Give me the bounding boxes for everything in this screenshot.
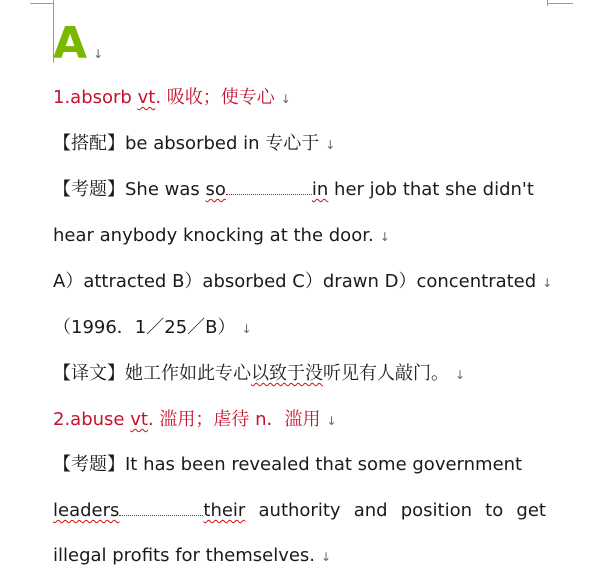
exam-word: and	[353, 500, 388, 521]
translation-rest: 听见有人敲门。	[323, 363, 449, 384]
exam-rest: her job that she didn't	[334, 179, 534, 200]
exam-word: get	[516, 500, 546, 521]
exam-question-2-line-1	[53, 453, 522, 477]
translation-prefix: 【译文】她工作如此专心	[53, 363, 251, 384]
translation-line	[53, 362, 465, 387]
exam-text: illegal profits for themselves.	[53, 545, 316, 566]
source-text: （1996．1／25／B）	[53, 317, 236, 338]
exam-word-in: in	[311, 179, 329, 200]
part-of-speech: vt	[137, 87, 156, 108]
exam-word-so: so	[205, 179, 226, 200]
exam-word: to	[485, 500, 504, 521]
exam-word-leaders: leaders their	[53, 500, 246, 521]
paragraph-mark: ↓	[455, 368, 466, 382]
entry-headword-abuse	[53, 408, 337, 433]
paragraph-mark: ↓	[280, 92, 291, 106]
meaning: . 滥用；虐待 n．滥用	[147, 409, 321, 430]
exam-source	[53, 316, 252, 341]
exam-word: authority	[258, 500, 341, 521]
exam-question-line-2	[53, 224, 390, 249]
exam-word: position	[400, 500, 473, 521]
answer-blank	[226, 192, 312, 195]
translation-flagged: 以致于没	[251, 363, 323, 384]
meaning: . 吸收；使专心	[155, 87, 275, 108]
paragraph-mark: ↓	[326, 414, 337, 428]
headword: 1.absorb	[53, 87, 132, 108]
exam-word-their: their	[203, 500, 246, 521]
collocation-line	[53, 132, 335, 157]
exam-text: 【考题】It has been revealed that some government	[53, 454, 523, 475]
entry-headword-absorb	[53, 86, 291, 111]
collocation: 【搭配】be absorbed in 专心于	[53, 133, 320, 154]
headword: 2.abuse	[53, 409, 125, 430]
paragraph-mark: ↓	[93, 47, 104, 61]
paragraph-mark: ↓	[321, 550, 332, 564]
paragraph-mark: ↓	[542, 276, 553, 290]
answer-options	[53, 270, 552, 295]
paragraph-mark: ↓	[325, 138, 336, 152]
paragraph-mark: ↓	[379, 230, 390, 244]
options-text: A）attracted B）absorbed C）drawn D）concentrated	[53, 271, 537, 292]
page-corner-right-horizontal	[548, 3, 573, 4]
part-of-speech: vt	[130, 409, 148, 430]
paragraph-mark: ↓	[241, 322, 252, 336]
exam-question-2-line-3	[53, 544, 331, 569]
exam-text: hear anybody knocking at the door.	[53, 225, 374, 246]
answer-blank	[119, 513, 203, 516]
exam-prefix: 【考题】She was	[53, 179, 200, 200]
exam-question-2-line-2	[53, 499, 546, 523]
page-corner-left-horizontal	[30, 3, 53, 4]
section-heading	[53, 18, 104, 69]
section-letter: A	[53, 18, 88, 69]
exam-question-line-1	[53, 178, 534, 202]
